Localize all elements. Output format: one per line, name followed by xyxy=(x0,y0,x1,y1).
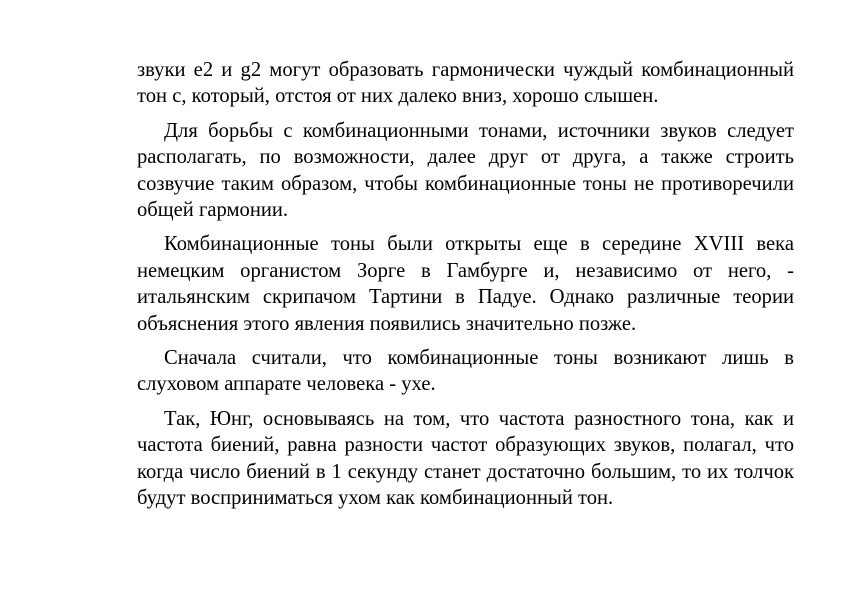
paragraph-young-theory: Так, Юнг, основываясь на том, что частота разностного тона, как и частота биений, равна разности частот образующих звуков, полагал, что когда число биений в 1 секунду станет достаточно большим, то их толчок будут восприниматься ухом как комбинационный тон. xyxy=(137,407,794,510)
paragraph-discovery-history: Комбинационные тоны были открыты еще в середине XVIII века немецким органистом Зорге в Гамбурге и, независимо от него, - итальянским скрипачом Тартини в Падуе. Однако различные теории объяснения этого явления появились значительно позже. xyxy=(137,233,794,335)
paragraph-ear-origin-theory: Сначала считали, что комбинационные тоны возникают лишь в слуховом аппарате человека - ухе. xyxy=(137,347,794,396)
paragraph-combination-tones-mitigation: Для борьбы с комбинационными тонами, источники звуков следует располагать, по возможности, далее друг от друга, а также строить созвучие таким образом, чтобы комбинационные тоны не противоречили общей гармонии. xyxy=(137,119,794,222)
document-body xyxy=(137,57,794,520)
paragraph-continuation: звуки e2 и g2 могут образовать гармонически чуждый комбинационный тон с, который, отстоя от них далеко вниз, хорошо слышен. xyxy=(137,59,794,108)
